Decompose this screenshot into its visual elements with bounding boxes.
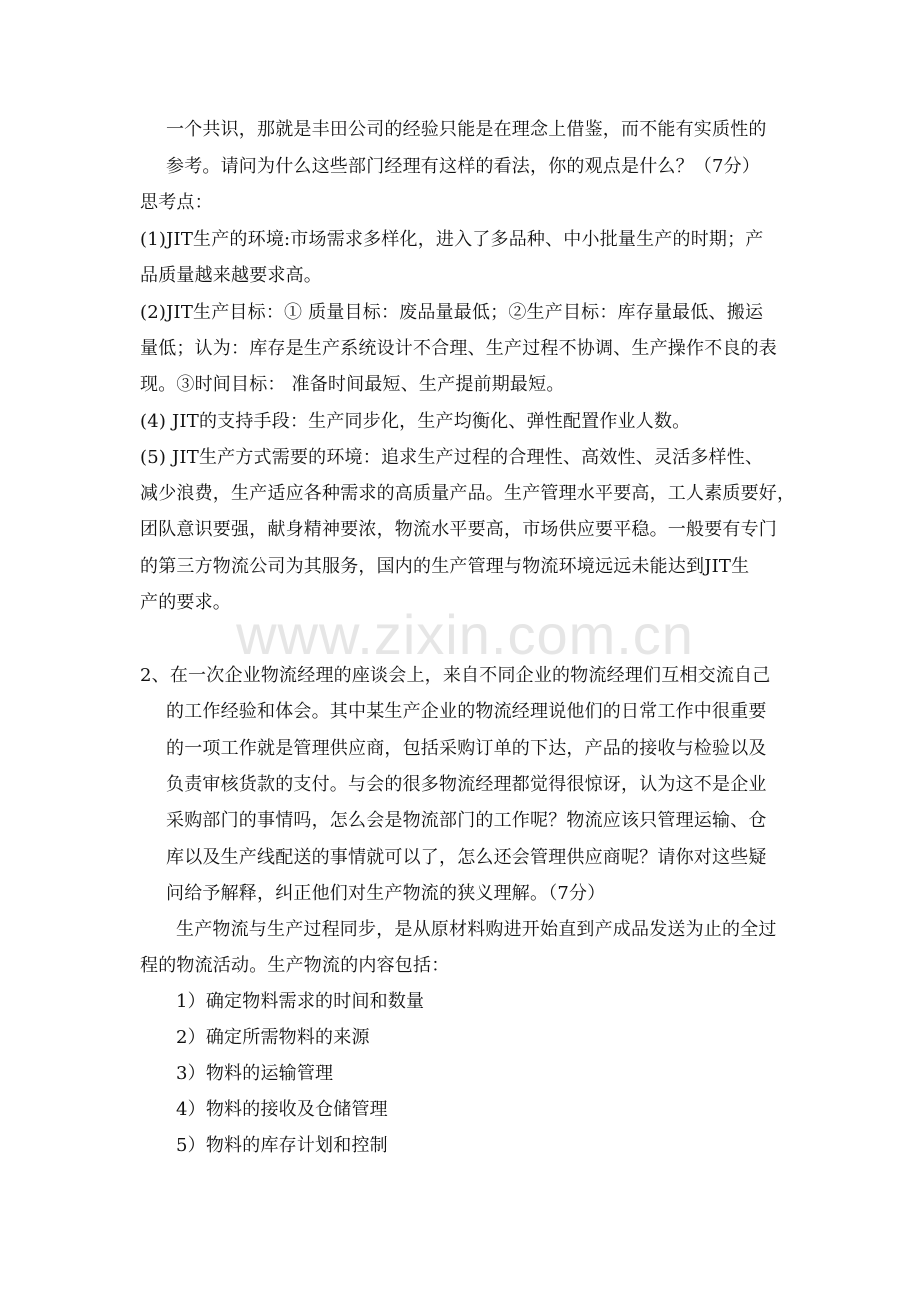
text-line: (5) JIT生产方式需要的环境：追求生产过程的合理性、高效性、灵活多样性、 bbox=[140, 447, 764, 468]
text-line: 程的物流活动。生产物流的内容包括： bbox=[140, 955, 450, 976]
text-line: 的工作经验和体会。其中某生产企业的物流经理说他们的日常工作中很重要 bbox=[166, 701, 767, 722]
text-line: 生产物流与生产过程同步，是从原材料购进开始直到产成品发送为止的全过 bbox=[176, 919, 777, 940]
text-line: (1)JIT生产的环境:市场需求多样化，进入了多品种、中小批量生产的时期；产 bbox=[140, 229, 764, 250]
list-item: 3）物料的运输管理 bbox=[176, 1063, 334, 1084]
text-line: (4) JIT的支持手段：生产同步化，生产均衡化、弹性配置作业人数。 bbox=[140, 411, 691, 432]
text-line: 参考。请问为什么这些部门经理有这样的看法，你的观点是什么？（7分） bbox=[166, 156, 761, 177]
text-line: 2、在一次企业物流经理的座谈会上，来自不同企业的物流经理们互相交流自己 bbox=[140, 665, 771, 686]
text-line: 团队意识要强，献身精神要浓，物流水平要高，市场供应要平稳。一般要有专门 bbox=[140, 519, 777, 540]
text-line: 现。③时间目标： 准备时间最短、生产提前期最短。 bbox=[140, 374, 565, 395]
text-line: 量低；认为：库存是生产系统设计不合理、生产过程不协调、生产操作不良的表 bbox=[140, 338, 777, 359]
list-item: 5）物料的库存计划和控制 bbox=[176, 1135, 388, 1156]
text-line: 思考点： bbox=[140, 192, 213, 213]
text-line: 的第三方物流公司为其服务，国内的生产管理与物流环境远远未能达到JIT生 bbox=[140, 556, 750, 577]
text-line: 库以及生产线配送的事情就可以了，怎么还会管理供应商呢？请你对这些疑 bbox=[166, 847, 767, 868]
text-line: 问给予解释，纠正他们对生产物流的狭义理解。（7分） bbox=[166, 883, 606, 904]
text-line: 产的要求。 bbox=[140, 592, 231, 613]
text-line: 负责审核货款的支付。与会的很多物流经理都觉得很惊讶，认为这不是企业 bbox=[166, 774, 767, 795]
text-line: 一个共识，那就是丰田公司的经验只能是在理念上借鉴，而不能有实质性的 bbox=[166, 119, 767, 140]
list-item: 4）物料的接收及仓储管理 bbox=[176, 1099, 388, 1120]
text-line: (2)JIT生产目标：① 质量目标：废品量最低；②生产目标：库存量最低、搬运 bbox=[140, 302, 764, 323]
text-line: 的一项工作就是管理供应商，包括采购订单的下达，产品的接收与检验以及 bbox=[166, 738, 767, 759]
text-line: 减少浪费，生产适应各种需求的高质量产品。生产管理水平要高，工人素质要好， bbox=[140, 483, 796, 504]
text-line: 品质量越来越要求高。 bbox=[140, 265, 322, 286]
list-item: 2）确定所需物料的来源 bbox=[176, 1027, 370, 1048]
watermark-text: www.zixin.com.cn bbox=[236, 603, 694, 666]
list-item: 1）确定物料需求的时间和数量 bbox=[176, 991, 425, 1012]
text-line: 采购部门的事情吗，怎么会是物流部门的工作呢？物流应该只管理运输、仓 bbox=[166, 810, 767, 831]
